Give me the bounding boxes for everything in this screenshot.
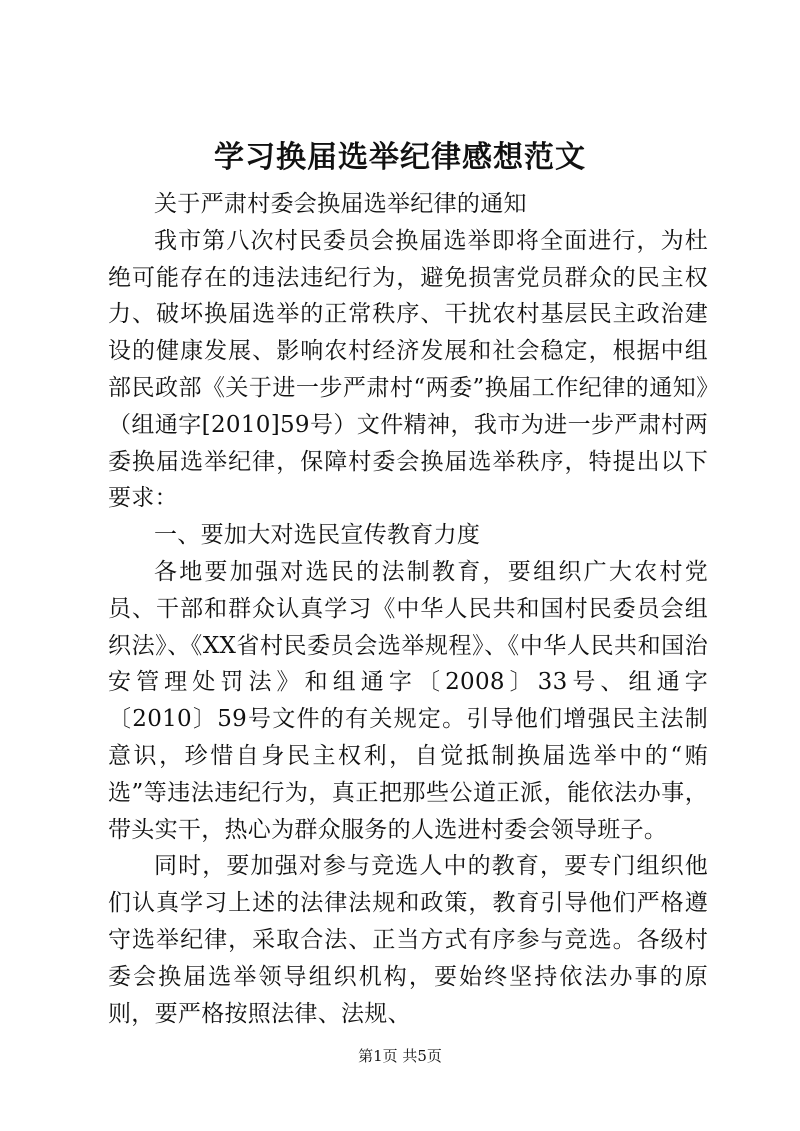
paragraph-section-heading: 一、要加大对选民宣传教育力度 [154,522,481,549]
paragraph-voter-education: 各地要加强对选民的法制教育，要组织广大农村党员、干部和群众认真学习《中华人民共和国村民委员会组织法》、《XX省村民委员会选举规程》、《中华人民共和国治安管理处罚法》和组通字〔2008〕33号、组通字〔2010〕59号文件的有关规定。引导他们增强民主法制意识，珍惜自身民主权利，自觉抵制换届选举中的“贿选”等违法违纪行为，真正把那些公道正派，能依法办事，带头实干，热心为群众服务的人选进村委会领导班子。 [108,558,708,843]
paragraph-intro: 我市第八次村民委员会换届选举即将全面进行，为杜绝可能存在的违法违纪行为，避免损害党员群众的民主权力、破坏换届选举的正常秩序、干扰农村基层民主政治建设的健康发展、影响农村经济发展和社会稳定，根据中组部民政部《关于进一步严肃村“两委”换届工作纪律的通知》（组通字[2010]59号）文件精神，我市为进一步严肃村两委换届选举纪律，保障村委会换届选举秩序，特提出以下要求： [108,227,708,512]
page-footer: 第1页 共5页 [358,1047,442,1065]
document-title: 学习换届选举纪律感想范文 [214,140,586,175]
paragraph-candidate-education: 同时，要加强对参与竞选人中的教育，要专门组织他们认真学习上述的法律法规和政策，教育引导他们严格遵守选举纪律，采取合法、正当方式有序参与竞选。各级村委会换届选举领导组织机构，要始终坚持依法办事的原则，要严格按照法律、法规、 [108,853,708,1027]
document-body [108,186,708,1032]
paragraph-notice-heading: 关于严肃村委会换届选举纪律的通知 [154,191,527,217]
